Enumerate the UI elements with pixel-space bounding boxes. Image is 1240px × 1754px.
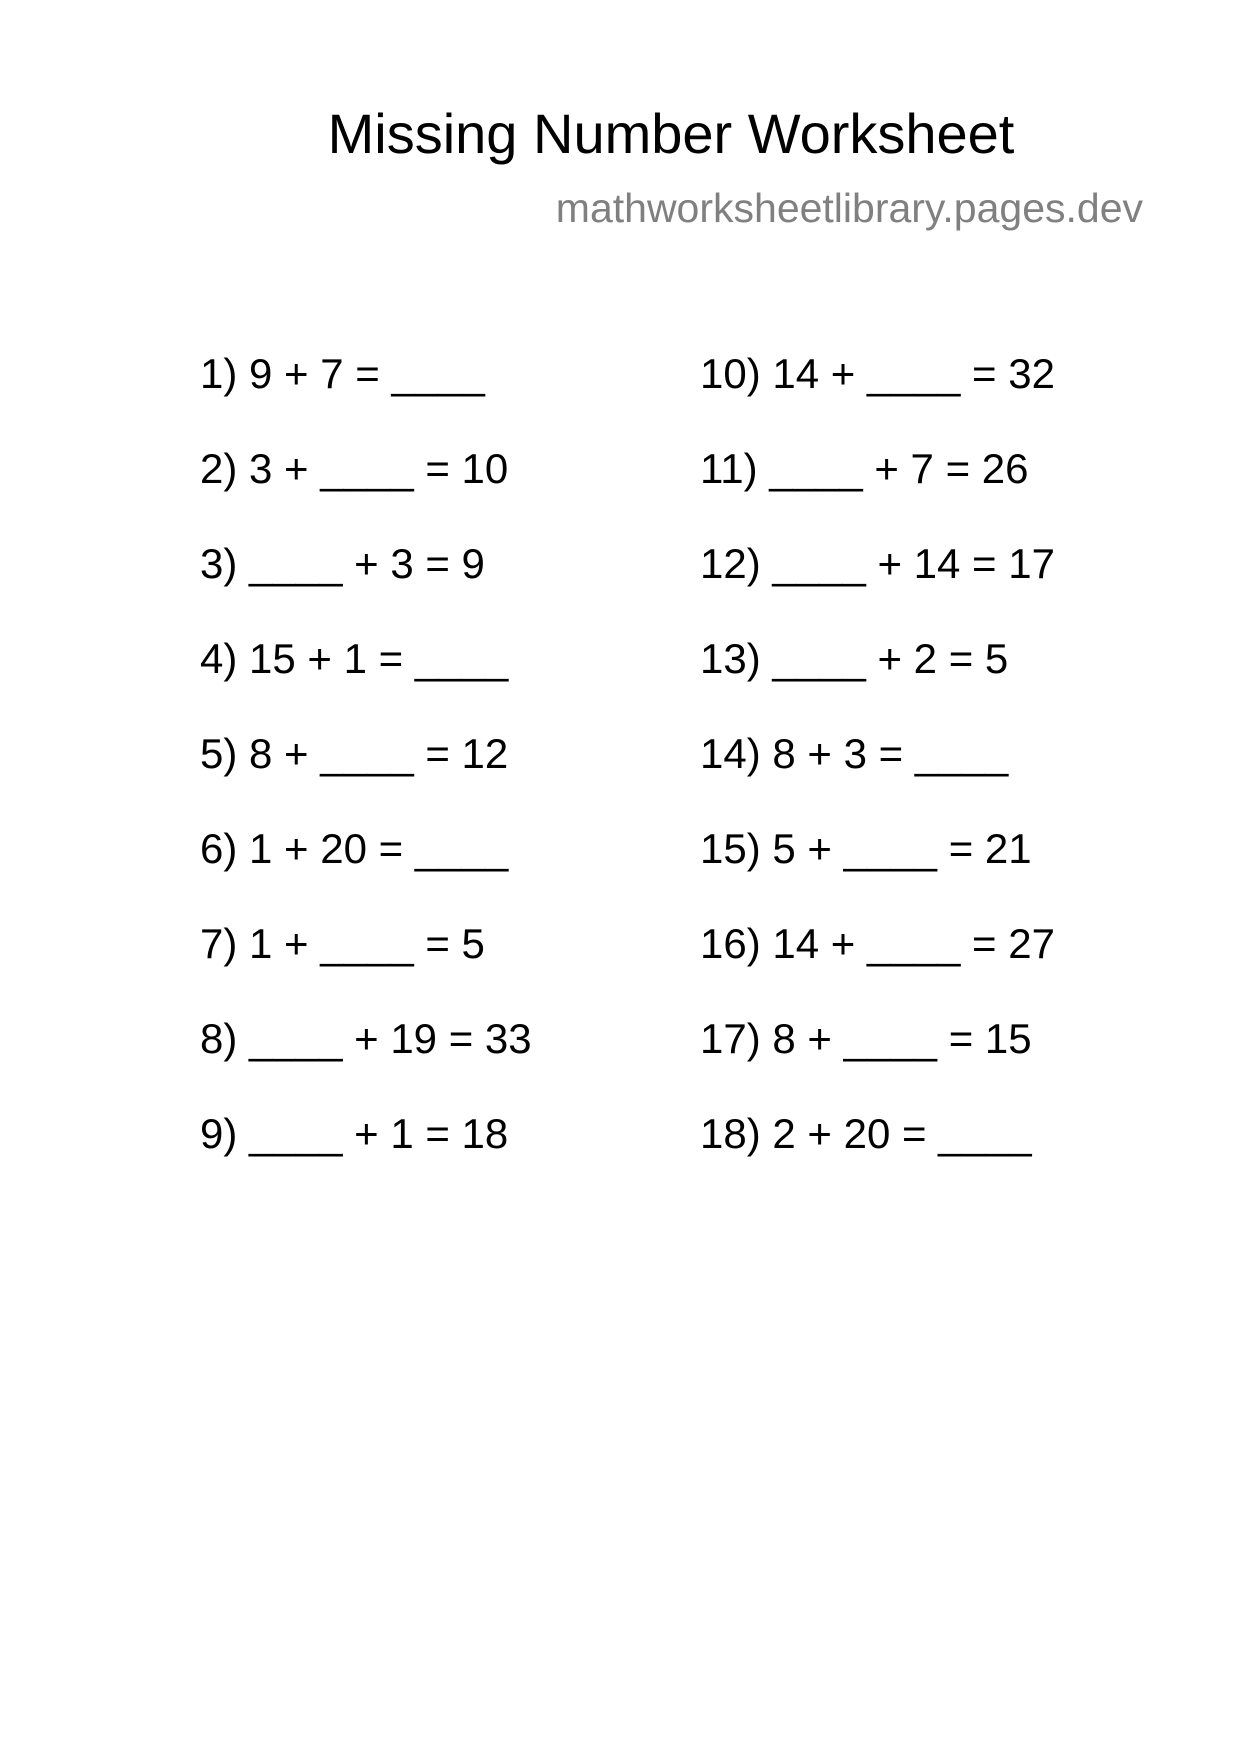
problem-column-left [200,345,532,1200]
worksheet-title: Missing Number Worksheet [327,102,1015,165]
problem-item: 12) ____ + 14 = 17 [700,540,1055,587]
problem-item: 8) ____ + 19 = 33 [200,1015,532,1062]
problem-item: 2) 3 + ____ = 10 [200,445,509,492]
problem-item: 13) ____ + 2 = 5 [700,635,1009,682]
problem-item: 10) 14 + ____ = 32 [700,350,1055,397]
problem-item: 11) ____ + 7 = 26 [700,445,1029,492]
problem-item: 5) 8 + ____ = 12 [200,730,509,777]
problem-item: 15) 5 + ____ = 21 [700,825,1032,872]
problem-item: 16) 14 + ____ = 27 [700,920,1055,967]
problem-item: 7) 1 + ____ = 5 [200,920,485,967]
problem-item: 4) 15 + 1 = ____ [200,635,509,682]
problem-item: 1) 9 + 7 = ____ [200,350,485,397]
problem-column-right [700,345,1055,1200]
problem-item: 14) 8 + 3 = ____ [700,730,1009,777]
problem-item: 17) 8 + ____ = 15 [700,1015,1032,1062]
problem-item: 9) ____ + 1 = 18 [200,1110,509,1157]
problem-item: 18) 2 + 20 = ____ [700,1110,1032,1157]
source-url: mathworksheetlibrary.pages.dev [555,185,1143,231]
problem-item: 3) ____ + 3 = 9 [200,540,485,587]
problem-item: 6) 1 + 20 = ____ [200,825,509,872]
